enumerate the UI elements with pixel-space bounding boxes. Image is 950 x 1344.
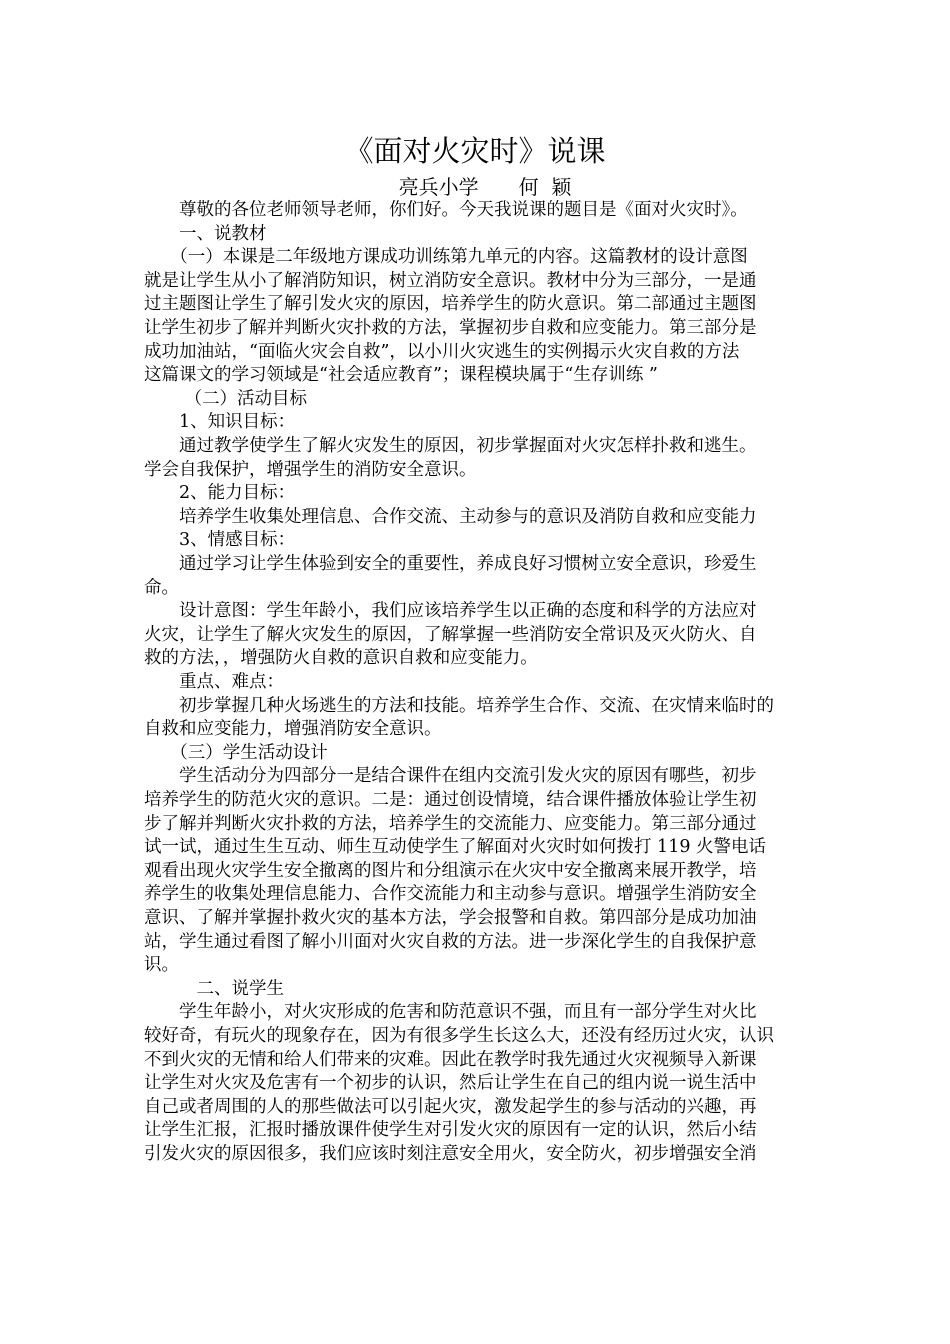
text-line: （二）活动目标 [144,388,308,409]
text-line: 过主题图让学生了解引发火灾的原因，培养学生的防火意识。第二部通过主题图 [144,294,757,315]
text-line: 学会自我保护，增强学生的消防安全意识。 [144,459,477,480]
text-line: 自己或者周围的人的那些做法可以引起火灾，激发起学生的参与活动的兴趣，再 [144,1096,757,1117]
text-line: 让学生汇报，汇报时播放课件使学生对引发火灾的原因有一定的认识，然后小结 [144,1120,757,1141]
text-line: 2、能力目标： [144,483,296,504]
text-line: 初步掌握几种火场逃生的方法和技能。培养学生合作、交流、在灾情来临时的 [144,695,774,716]
text-line: 1、知识目标： [144,412,296,433]
text-line: 重点、难点： [144,672,284,692]
document-title: 《面对火灾时》说课 [344,134,606,168]
text-line: 通过学习让学生体验到安全的重要性，养成良好习惯树立安全意识，珍爱生 [144,554,757,574]
text-line: 尊敬的各位老师领导老师，你们好。今天我说课的题目是《面对火灾时》。 [144,200,748,220]
text-line: 3、情感目标： [144,530,296,551]
text-line: 成功加油站，“面临火灾会自救”，以小川火灾逃生的实例揭示火灾自救的方法 [144,341,740,362]
text-line: 设计意图：学生年龄小，我们应该培养学生以正确的态度和科学的方法应对 [144,601,757,622]
text-line: 意识、了解并掌握扑救火灾的基本方法，学会报警和自救。第四部分是成功加油 [144,908,757,928]
text-line: 通过教学使学生了解火灾发生的原因，初步掌握面对火灾怎样扑救和逃生。 [144,436,757,456]
text-line: 学生活动分为四部分一是结合课件在组内交流引发火灾的原因有哪些，初步 [144,766,757,787]
text-line: 观看出现火灾学生安全撤离的图片和分组演示在火灾中安全撤离来展开教学，培 [144,860,757,881]
text-line: 就是让学生从小了解消防知识，树立消防安全意识。教材中分为三部分，一是通 [144,270,757,291]
text-line: 步了解并判断火灾扑救的方法，培养学生的交流能力、应变能力。第三部分通过 [144,813,757,834]
text-line: 试一试，通过生生互动、师生互动使学生了解面对火灾时如何拨打 119 火警电话 [144,837,767,858]
text-line: 命。 [144,577,179,598]
text-line: （一）本课是二年级地方课成功训练第九单元的内容。这篇教材的设计意图 [144,247,748,268]
text-line: 不到火灾的无情和给人们带来的灾难。因此在教学时我先通过火灾视频导入新课 [144,1049,757,1070]
text-line: 学生年龄小，对火灾形成的危害和防范意识不强，而且有一部分学生对火比 [144,1002,757,1023]
text-line: 火灾，让学生了解火灾发生的原因，了解掌握一些消防安全常识及灭火防火、自 [144,624,757,645]
text-line: 自救和应变能力，增强消防安全意识。 [144,719,442,740]
text-line: 培养学生收集处理信息、合作交流、主动参与的意识及消防自救和应变能力 [144,506,757,527]
text-line: 救的方法，，增强防火自救的意识自救和应变能力。 [144,648,538,669]
text-line: 培养学生的防范火灾的意识。二是：通过创设情境，结合课件播放体验让学生初 [144,790,757,810]
text-line: 二、说学生 [144,978,284,999]
text-line: 识。 [144,955,179,976]
text-line: 引发火灾的原因很多，我们应该时刻注意安全用火，安全防火，初步增强安全消 [144,1144,757,1164]
text-line: （三）学生活动设计 [144,742,328,763]
text-line: 较好奇，有玩火的现象存在，因为有很多学生长这么大，还没有经历过火灾，认识 [144,1026,774,1046]
text-line: 让学生初步了解并判断火灾扑救的方法，掌握初步自救和应变能力。第三部分是 [144,318,757,338]
text-line: 这篇课文的学习领域是“社会适应教育”；课程模块属于“生存训练 ” [144,365,658,386]
document-author: 亮兵小学 何 颖 [398,175,572,199]
text-line: 站，学生通过看图了解小川面对火灾自救的方法。进一步深化学生的自我保护意 [144,931,757,952]
text-line: 一、说教材 [144,223,267,244]
text-line: 养学生的收集处理信息能力、合作交流能力和主动参与意识。增强学生消防安全 [144,884,757,905]
text-line: 让学生对火灾及危害有一个初步的认识，然后让学生在自己的组内说一说生活中 [144,1073,757,1094]
